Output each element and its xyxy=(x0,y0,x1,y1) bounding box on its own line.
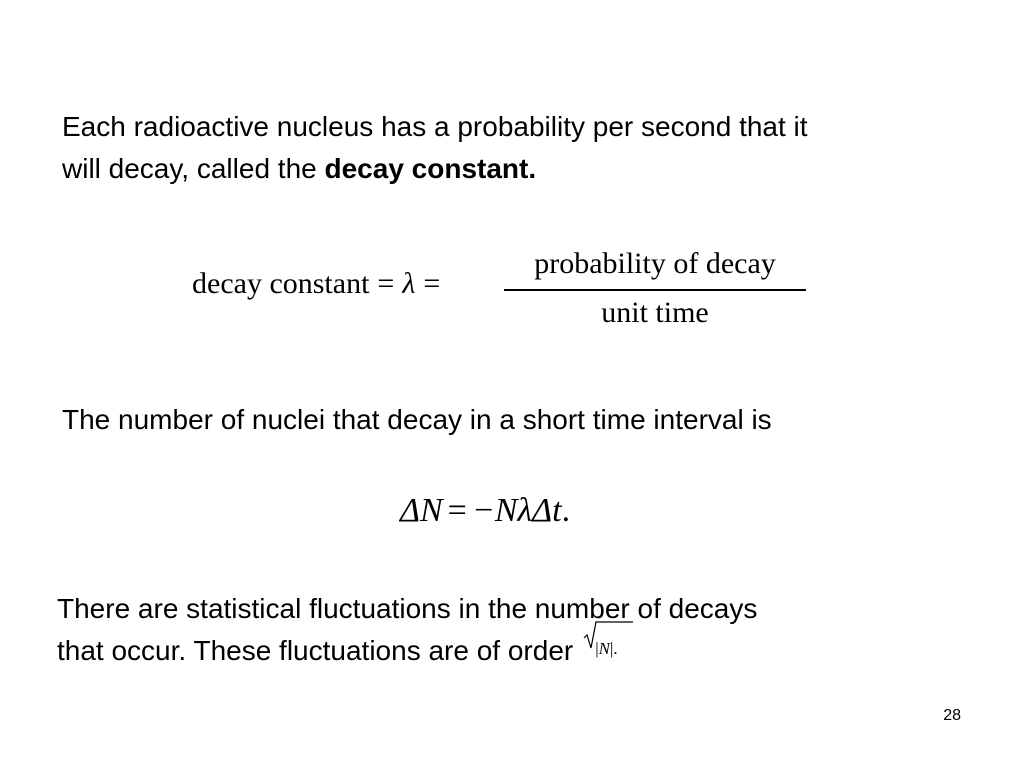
abs-bar-right: | xyxy=(609,638,614,658)
paragraph-decay-constant-definition xyxy=(62,106,808,190)
rhs-term: −NλΔt xyxy=(471,492,562,529)
delta-n-term: ΔN xyxy=(400,492,443,529)
fraction-bar xyxy=(504,289,806,291)
square-root-sign-icon xyxy=(583,618,643,652)
equation-decay-constant-fraction xyxy=(504,244,806,334)
lambda-symbol: λ xyxy=(402,267,416,300)
paragraph3-line2: that occur. These fluctuations are of order xyxy=(57,635,574,666)
decay-constant-label: decay constant xyxy=(192,267,370,300)
sqrt-abs-n-expression xyxy=(583,628,617,670)
sqrt-variable-n: N xyxy=(598,638,610,658)
abs-bar-left: | xyxy=(595,638,599,658)
equals-sign: = xyxy=(423,267,441,300)
page-number: 28 xyxy=(943,707,961,724)
sqrt-trailing-period: . xyxy=(613,638,618,658)
equation-delta-n xyxy=(400,492,570,530)
paragraph1-line1: Each radioactive nucleus has a probability per second that it xyxy=(62,111,808,142)
fraction-denominator: unit time xyxy=(601,296,709,329)
paragraph2-text: The number of nuclei that decay in a short time interval is xyxy=(62,404,772,435)
equation-period: . xyxy=(561,492,571,529)
paragraph3-line1: There are statistical fluctuations in the number of decays xyxy=(57,593,758,624)
equals-sign: = xyxy=(447,492,467,529)
fraction-numerator: probability of decay xyxy=(534,247,776,280)
paragraph-decay-count xyxy=(62,399,772,441)
decay-constant-term: decay constant. xyxy=(324,153,537,184)
paragraph-statistical-fluctuations xyxy=(57,588,757,674)
equation-decay-constant-lhs xyxy=(192,267,448,301)
paragraph1-line2-prefix: will decay, called the xyxy=(62,153,325,184)
equals-sign: = xyxy=(377,267,395,300)
